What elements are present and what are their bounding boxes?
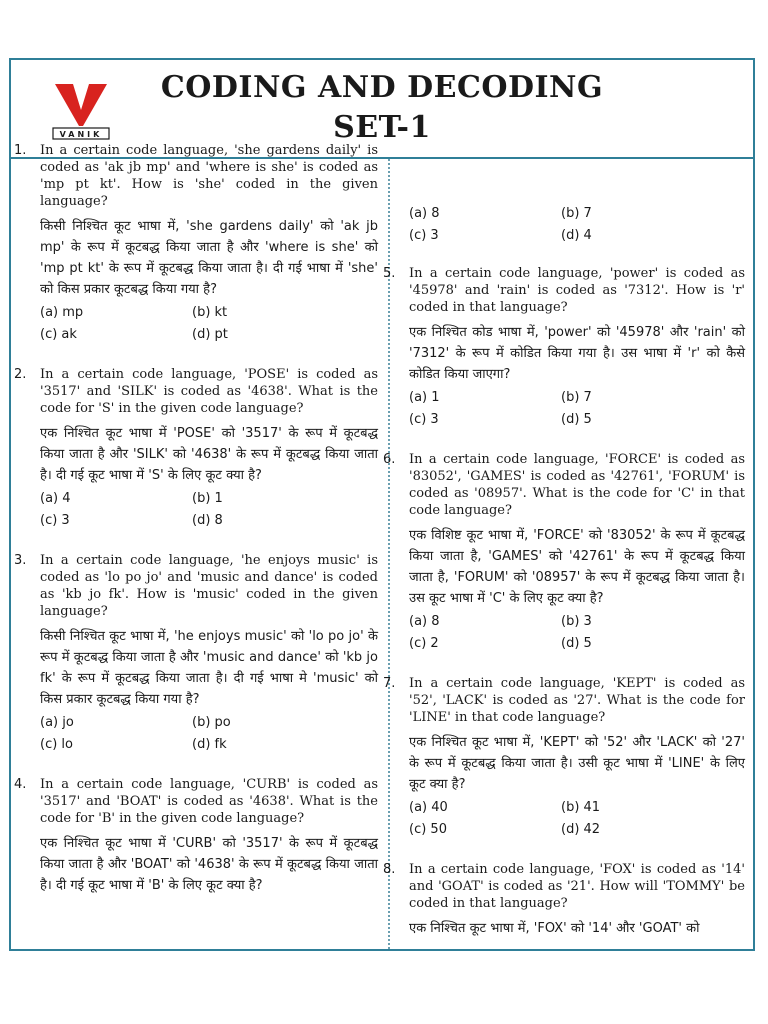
option-d: (d) 4: [561, 228, 592, 243]
option-d: (d) 5: [561, 412, 592, 427]
question-text-english: In a certain code language, 'she gardens daily' is coded as 'ak jb mp' and 'where is she' is coded as 'mp pt kt'. How is 'she' coded in the given language?: [40, 143, 378, 209]
option-a: (a) mp: [40, 305, 84, 320]
question-number: 3.: [14, 553, 27, 568]
options: [409, 799, 745, 839]
option-a: (a) 1: [409, 390, 440, 405]
question-text-hindi: एक निश्चित कूट भाषा में 'POSE' को '3517' के रूप में कूटबद्ध किया जाता है और 'SILK' को '4638' के रूप में कूटबद्ध किया जाता है। दी गई कूट भाषा में 'S' के लिए कूट क्या है?: [40, 426, 378, 483]
question-text-english: In a certain code language, 'FORCE' is coded as '83052', 'GAMES' is coded as '42761', 'FORUM' is coded as '08957'. What is the code for 'C' in that code language?: [409, 452, 745, 518]
option-d: (d) 8: [192, 513, 223, 528]
question-number: 6.: [383, 452, 396, 467]
option-b: (b) 41: [561, 800, 601, 815]
question-text-hindi: एक निश्चित कूट भाषा में, 'KEPT' को '52' और 'LACK' को '27' के रूप में कूटबद्ध किया जाता है। उसी कूट भाषा में 'LINE' के लिए कूट क्या है?: [409, 735, 745, 792]
option-a: (a) 8: [409, 614, 440, 629]
option-d: (d) fk: [192, 737, 227, 752]
question-7: [383, 675, 745, 839]
option-d: (d) 5: [561, 636, 592, 651]
question-text-english: In a certain code language, 'power' is coded as '45978' and 'rain' is coded as '7312'. How is 'r' coded in that language?: [409, 266, 745, 315]
question-text-hindi: एक निश्चित कोड भाषा में, 'power' को '45978' और 'rain' को '7312' के रूप में कोडित किया गया है। उस भाषा में 'r' को कैसे कोडित किया जाएगा?: [409, 325, 745, 382]
option-a: (a) 40: [409, 800, 448, 815]
title-line-2: SET-1: [333, 110, 431, 145]
question-4-options: [383, 205, 745, 245]
option-c: (c) 3: [409, 412, 439, 427]
options: [40, 490, 378, 530]
option-c: (c) ak: [40, 327, 77, 342]
options: [409, 613, 745, 653]
question-text-hindi: किसी निश्चित कूट भाषा में, 'he enjoys music' को 'lo po jo' के रूप में कूटबद्ध किया जाता है और 'music and dance' को 'kb jo fk' के रूप में कूटबद्ध किया जाता है। दी गई भाषा मे 'music' को किस प्रकार कूटबद्ध किया गया है?: [40, 629, 378, 707]
option-a: (a) jo: [40, 715, 74, 730]
option-b: (b) 1: [192, 491, 223, 506]
options: [409, 389, 745, 429]
left-column: [14, 142, 378, 918]
question-number: 7.: [383, 676, 396, 691]
option-a: (a) 8: [409, 206, 440, 221]
question-5: [383, 265, 745, 429]
question-text-hindi: एक निश्चित कूट भाषा में 'CURB' को '3517' के रूप में कूटबद्ध किया जाता है और 'BOAT' को '4638' के रूप में कूटबद्ध किया जाता है। दी गई कूट भाषा में 'B' के लिए कूट क्या है?: [40, 836, 378, 893]
question-number: 1.: [14, 143, 27, 158]
question-text-english: In a certain code language, 'KEPT' is coded as '52', 'LACK' is coded as '27'. What is the code for 'LINE' in that code language?: [409, 676, 745, 725]
options: [40, 304, 378, 344]
option-b: (b) 7: [561, 206, 592, 221]
option-b: (b) 7: [561, 390, 592, 405]
option-b: (b) kt: [192, 305, 228, 320]
options: [40, 714, 378, 754]
option-a: (a) 4: [40, 491, 71, 506]
title-line-1: CODING AND DECODING: [160, 70, 604, 105]
question-text-english: In a certain code language, 'POSE' is coded as '3517' and 'SILK' is coded as '4638'. What is the code for 'S' in the given code language?: [40, 367, 378, 416]
page-title: [11, 68, 753, 148]
question-text-hindi: एक विशिष्ट कूट भाषा में, 'FORCE' को '83052' के रूप में कूटबद्ध किया जाता है, 'GAMES' को '42761' के रूप में कूटबद्ध किया जाता है, 'FORUM' को '08957' के रूप में कूटबद्ध किया जाता है। उस कूट भाषा में 'C' के लिए कूट क्या है?: [409, 528, 745, 606]
question-3: [14, 552, 378, 754]
option-d: (d) 42: [561, 822, 601, 837]
option-b: (b) po: [192, 715, 231, 730]
option-c: (c) 2: [409, 636, 439, 651]
question-6: [383, 451, 745, 653]
question-number: 2.: [14, 367, 27, 382]
option-c: (c) lo: [40, 737, 73, 752]
question-number: 5.: [383, 266, 396, 281]
question-text-hindi: एक निश्चित कूट भाषा में, 'FOX' को '14' और 'GOAT' को: [409, 921, 700, 936]
question-2: [14, 366, 378, 530]
option-c: (c) 3: [40, 513, 70, 528]
option-c: (c) 50: [409, 822, 447, 837]
question-text-english: In a certain code language, 'CURB' is coded as '3517' and 'BOAT' is coded as '4638'. What is the code for 'B' in the given code language?: [40, 777, 378, 826]
question-8: [383, 861, 745, 939]
question-1: [14, 142, 378, 344]
question-text-english: In a certain code language, 'FOX' is coded as '14' and 'GOAT' is coded as '21'. How will 'TOMMY' be coded in that language?: [409, 862, 745, 911]
question-number: 4.: [14, 777, 27, 792]
right-column: [383, 205, 745, 961]
question-text-hindi: किसी निश्चित कूट भाषा में, 'she gardens daily' को 'ak jb mp' के रूप में कूटबद्ध किया जाता है और 'where is she' को 'mp pt kt' के रूप में कूटबद्ध किया जाता है। दी गई भाषा में 'she' को किस प्रकार कूटबद्ध किया गया है?: [40, 219, 378, 297]
question-number: 8.: [383, 862, 396, 877]
logo-text: VANIK: [59, 130, 103, 139]
option-d: (d) pt: [192, 327, 228, 342]
question-4: [14, 776, 378, 896]
option-b: (b) 3: [561, 614, 592, 629]
option-c: (c) 3: [409, 228, 439, 243]
question-text-english: In a certain code language, 'he enjoys music' is coded as 'lo po jo' and 'music and dance' is coded as 'kb jo fk'. How is 'music' coded in the given language?: [40, 553, 378, 619]
